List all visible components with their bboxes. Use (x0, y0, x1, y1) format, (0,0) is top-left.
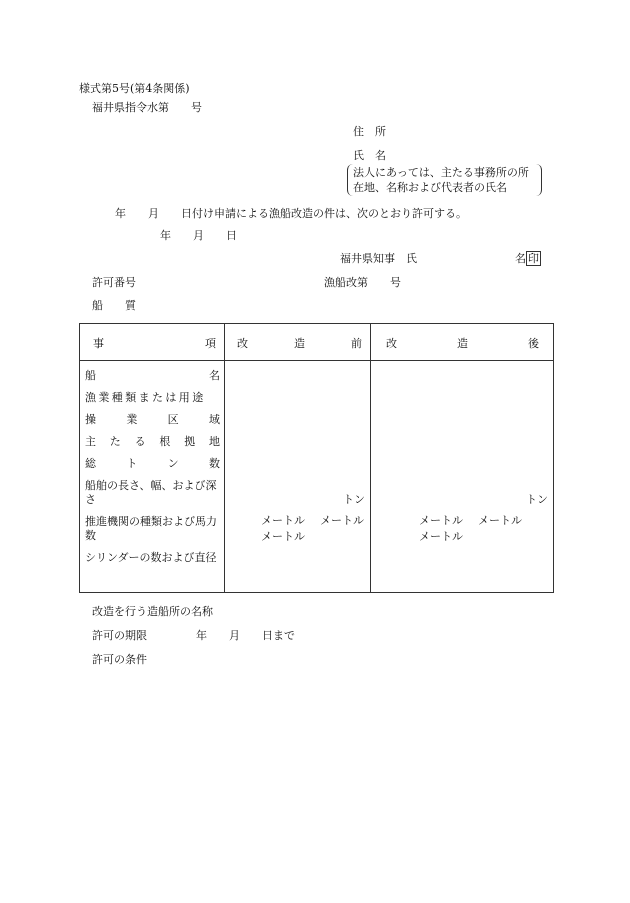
modification-table (79, 323, 554, 593)
corporate-note-line1: 法人にあっては、主たる事務所の所 (353, 166, 529, 179)
header-item (80, 324, 225, 361)
row-dimensions: 船舶の長さ、幅、および深さ (85, 479, 217, 506)
after-depth-unit: メートル (419, 530, 463, 543)
permit-number-label: 許可番号 (92, 276, 136, 289)
row-main-base (85, 435, 220, 449)
operation-area-char: 域 (208, 413, 220, 426)
header-item-char: 事 (93, 337, 104, 350)
before-length-unit: メートル (261, 514, 305, 527)
before-depth-unit: メートル (261, 530, 305, 543)
permit-number-value: 漁船改第 号 (324, 276, 401, 289)
header-before-char: 改 (237, 337, 248, 350)
main-base-char: 主 (85, 435, 96, 448)
hull-material-label: 船 質 (92, 299, 136, 312)
table-header-row (80, 324, 554, 361)
permit-conditions-label: 許可の条件 (92, 653, 147, 666)
row-gross-tonnage (85, 457, 220, 471)
operation-area-char: 操 (85, 413, 96, 426)
form-number: 様式第5号(第4条関係) (79, 82, 190, 95)
ship-name-char: 名 (209, 369, 220, 382)
after-width-unit: メートル (478, 514, 522, 527)
name-suffix-text: 名 (515, 252, 526, 265)
after-ton-unit: トン (526, 493, 548, 506)
row-cylinders: シリンダーの数および直径 (85, 551, 217, 564)
name-label: 氏 名 (353, 149, 386, 162)
gross-tonnage-char: ン (167, 457, 179, 470)
issuer-name-suffix (515, 252, 541, 266)
gross-tonnage-char: 総 (85, 457, 96, 470)
shipyard-label: 改造を行う造船所の名称 (92, 605, 213, 618)
seal-stamp: 印 (528, 252, 539, 265)
header-before-char: 造 (294, 337, 305, 350)
before-ton-unit: トン (343, 493, 365, 506)
main-base-char: 拠 (184, 435, 196, 448)
row-operation-area (85, 413, 220, 427)
permit-period-label: 許可の期限 (92, 629, 147, 642)
reference-number: 福井県指令水第 号 (92, 101, 202, 114)
header-after-char: 後 (528, 337, 539, 350)
operation-area-char: 区 (167, 413, 179, 426)
row-ship-name (85, 369, 220, 383)
gross-tonnage-char: 数 (208, 457, 220, 470)
table-body-row (80, 361, 554, 593)
header-after-char: 改 (386, 337, 397, 350)
main-base-char: る (134, 435, 146, 448)
after-length-unit: メートル (419, 514, 463, 527)
before-width-unit: メートル (320, 514, 364, 527)
main-base-char: 地 (208, 435, 220, 448)
main-base-char: た (109, 435, 121, 448)
corporate-note-line2: 在地、名称および代表者の氏名 (353, 181, 507, 194)
main-base-char: 根 (159, 435, 171, 448)
operation-area-char: 業 (126, 413, 138, 426)
gross-tonnage-char: ト (126, 457, 138, 470)
issuer-title: 福井県知事 氏 (340, 252, 417, 265)
header-before-char: 前 (351, 337, 362, 350)
permit-period-value: 年 月 日まで (196, 629, 295, 642)
permit-statement: 年 月 日付け申請による漁船改造の件は、次のとおり許可する。 (115, 207, 467, 220)
header-before (225, 324, 371, 361)
row-fishing-type: 漁業種類または用途 (85, 391, 206, 404)
item-list-cell (80, 361, 225, 593)
after-values-cell (371, 361, 554, 593)
header-item-char: 項 (205, 337, 216, 350)
row-engine: 推進機関の種類および馬力数 (85, 515, 217, 542)
issue-date: 年 月 日 (160, 229, 237, 242)
address-label: 住 所 (353, 125, 386, 138)
header-after-char: 造 (457, 337, 468, 350)
header-after (371, 324, 554, 361)
before-values-cell (225, 361, 371, 593)
ship-name-char: 船 (85, 369, 96, 382)
